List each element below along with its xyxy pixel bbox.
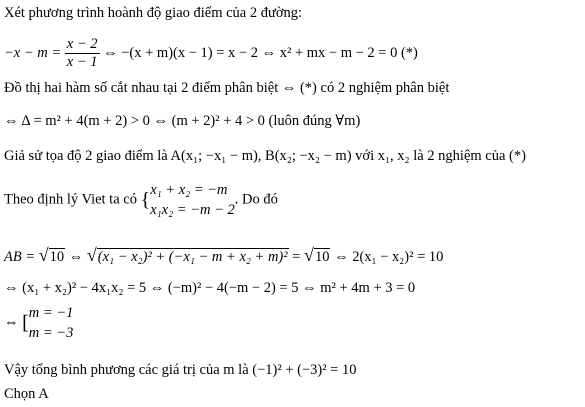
- solution-eq-1: m = −1: [28, 305, 74, 321]
- viet-system: [150, 180, 235, 220]
- viet-eq-2: x₁x₂ = −m − 2: [150, 202, 235, 218]
- fraction: [65, 36, 100, 71]
- solution-line: [4, 303, 73, 343]
- ab-label: AB =: [4, 249, 39, 265]
- answer-line: Chọn A: [4, 386, 49, 402]
- eq2-left: −x − m =: [4, 44, 62, 61]
- viet-eq-1: x₁ + x₂ = −m: [150, 182, 228, 198]
- solution-system: [29, 303, 74, 343]
- sqrt-10-b: 10: [314, 249, 330, 265]
- fraction-numerator: x − 2: [66, 36, 98, 52]
- conclusion-line: Vậy tổng bình phương các giá trị của m là (−1)² + (−3)² = 10: [4, 362, 357, 378]
- sqrt-icon: √: [86, 245, 97, 265]
- fraction-denominator: x − 1: [66, 54, 98, 70]
- sqrt-icon: √: [38, 245, 49, 265]
- solution-prefix: ⇔: [4, 314, 19, 331]
- viet-prefix: Theo định lý Viet ta có: [4, 191, 137, 208]
- bracket-icon: [: [22, 312, 29, 334]
- equation-line-8: ⇔ (x₁ + x₂)² − 4x₁x₂ = 5 ⇔ (−m)² − 4(−m − 2) = 5 ⇔ m² + 4m + 3 = 0: [4, 280, 416, 296]
- equation-line-2: [4, 36, 418, 71]
- equiv-1: ⇔: [65, 249, 87, 265]
- text-line-5: Giả sử tọa độ 2 giao điểm là A(x₁; −x₁ − m), B(x₂; −x₂ − m) với x₁, x₂ là 2 nghiệm của (*): [4, 148, 526, 164]
- text-line-1: Xét phương trình hoành độ giao điểm của 2 đường:: [4, 5, 303, 21]
- brace-icon: {: [140, 189, 151, 211]
- equation-line-4: ⇔ Δ = m² + 4(m + 2) > 0 ⇔ (m + 2)² + 4 > 0 (luôn đúng ∀m): [4, 113, 361, 129]
- sqrt-expression: (x₁ − x₂)² + (−x₁ − m + x₂ + m)²: [97, 249, 288, 265]
- equals: =: [288, 249, 305, 265]
- distance-equation-line: [4, 246, 443, 266]
- sqrt-10-a: 10: [49, 249, 65, 265]
- eq2-rest: ⇔ −(x + m)(x − 1) = x − 2 ⇔ x² + mx − m − 2 = 0 (*): [103, 44, 418, 61]
- sqrt-icon: √: [304, 245, 314, 265]
- viet-line: [4, 180, 278, 220]
- solution-eq-2: m = −3: [28, 325, 74, 341]
- viet-suffix: . Do đó: [234, 191, 278, 208]
- text-line-3: Đồ thị hai hàm số cắt nhau tại 2 điểm phân biệt ⇔ (*) có 2 nghiệm phân biệt: [4, 80, 450, 96]
- equiv-2: ⇔ 2(x₁ − x₂)² = 10: [330, 249, 444, 265]
